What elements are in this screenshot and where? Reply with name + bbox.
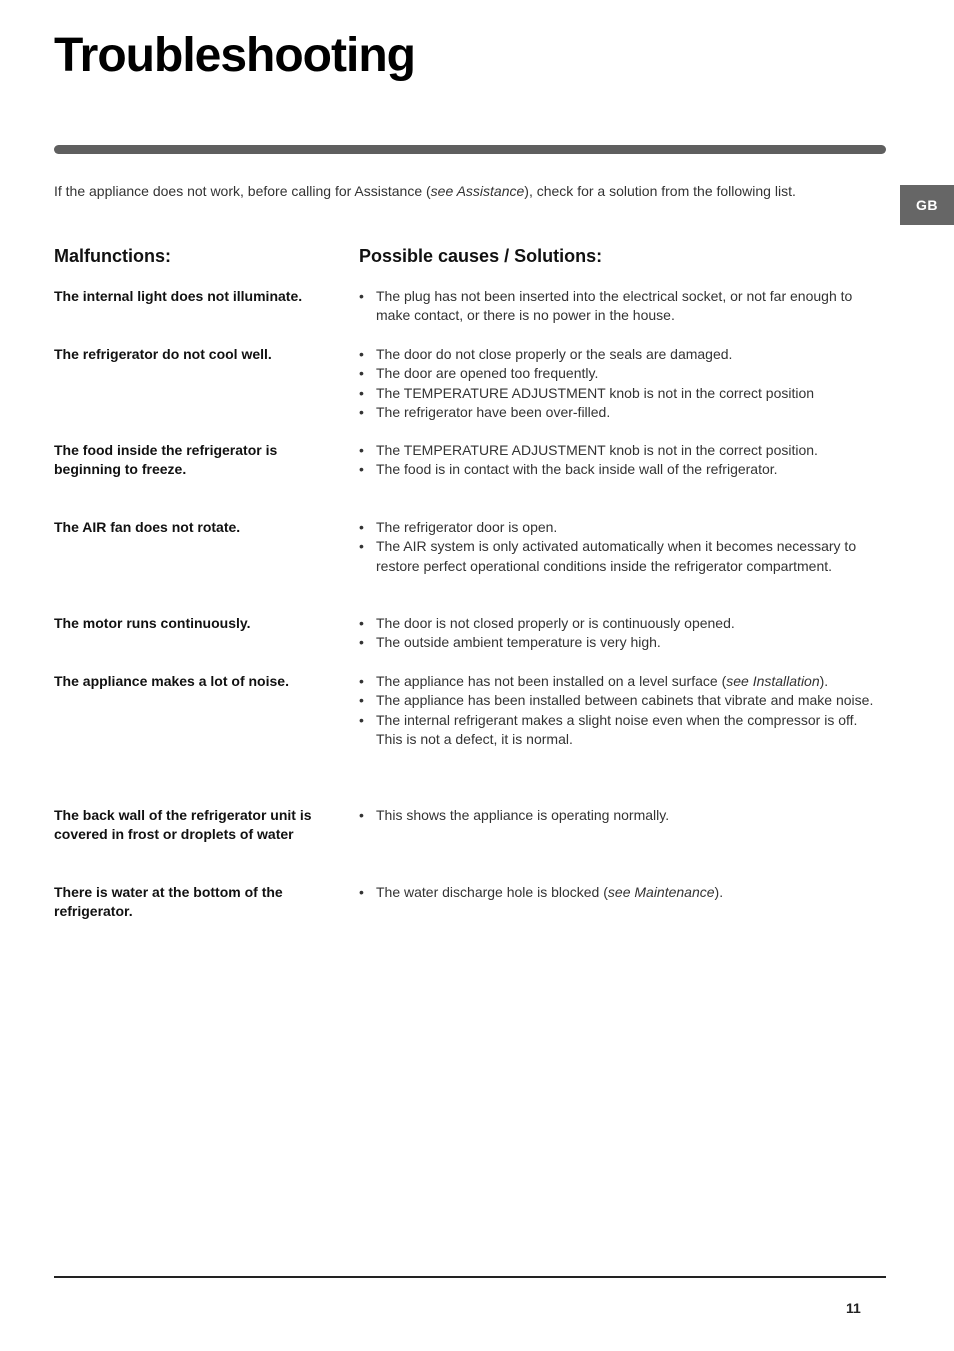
- section-reference: see Maintenance: [607, 884, 715, 900]
- solution-item: [359, 537, 887, 576]
- bullet-icon: •: [359, 615, 364, 631]
- page-number: 11: [846, 1300, 861, 1316]
- solution-text: The TEMPERATURE ADJUSTMENT knob is not in the correct position.: [376, 442, 818, 458]
- solution-item: [359, 384, 887, 403]
- causes-heading: Possible causes / Solutions:: [359, 246, 603, 266]
- intro-text: [54, 182, 884, 200]
- solution-item: [359, 403, 887, 422]
- malfunction-text: There is water at the bottom of the refrigerator.: [54, 884, 283, 920]
- bullet-icon: •: [359, 288, 364, 304]
- solution-text: The plug has not been inserted into the electrical socket, or not far enough to make contact, or there is no power in the house.: [376, 288, 853, 324]
- solution-item: [359, 691, 887, 710]
- solution-item: [359, 806, 887, 825]
- malfunction-text: The motor runs continuously.: [54, 615, 251, 631]
- solution-text: The water discharge hole is blocked (: [376, 884, 608, 900]
- bullet-icon: •: [359, 442, 364, 458]
- solution-text: The appliance has not been installed on a level surface (: [376, 673, 727, 689]
- solution-list: [359, 672, 887, 749]
- solution-text-after: ).: [819, 673, 829, 689]
- solution-text: The door do not close properly or the seals are damaged.: [376, 346, 733, 362]
- title-divider: [54, 145, 886, 154]
- page-title: Troubleshooting: [54, 29, 415, 82]
- bullet-icon: •: [359, 807, 364, 823]
- solution-text: The refrigerator have been over-filled.: [376, 403, 611, 420]
- solution-list: [359, 441, 887, 480]
- solution-list: [359, 287, 887, 326]
- solution-item: [359, 518, 887, 537]
- bullet-icon: •: [359, 384, 364, 401]
- malfunction-text: The food inside the refrigerator is beginning to freeze.: [54, 442, 278, 478]
- bullet-icon: •: [359, 365, 364, 382]
- bullet-icon: •: [359, 403, 364, 420]
- malfunction-text: The AIR fan does not rotate.: [54, 519, 241, 535]
- malfunction-text: The refrigerator do not cool well.: [54, 346, 272, 362]
- bullet-icon: •: [359, 673, 364, 689]
- solution-item: [359, 287, 887, 326]
- solution-item: [359, 711, 887, 750]
- solution-text: The refrigerator door is open.: [376, 519, 558, 535]
- malfunction-text: The back wall of the refrigerator unit is covered in frost or droplets of water: [54, 807, 312, 843]
- intro-text-before: If the appliance does not work, before calling for Assistance (: [54, 183, 431, 199]
- solution-text: This shows the appliance is operating normally.: [376, 807, 670, 823]
- solution-text: The appliance has been installed between cabinets that vibrate and make noise.: [376, 692, 874, 709]
- solution-text: The food is in contact with the back inside wall of the refrigerator.: [376, 461, 778, 478]
- bullet-icon: •: [359, 884, 364, 900]
- solution-list: [359, 518, 887, 576]
- bullet-icon: •: [359, 461, 364, 478]
- malfunction-text: The internal light does not illuminate.: [54, 288, 303, 304]
- solution-item: [359, 633, 887, 652]
- solution-item: [359, 364, 887, 383]
- solution-text: The door are opened too frequently.: [376, 365, 599, 382]
- bullet-icon: •: [359, 692, 364, 709]
- solution-text-after: ).: [714, 884, 724, 900]
- malfunctions-heading: Malfunctions:: [54, 246, 171, 266]
- solution-list: [359, 345, 887, 422]
- solution-item: [359, 672, 887, 691]
- solution-text: The door is not closed properly or is continuously opened.: [376, 615, 735, 631]
- solution-list: [359, 806, 887, 825]
- footer-divider: [54, 1276, 886, 1278]
- intro-text-after: ), check for a solution from the following list.: [524, 183, 796, 199]
- solution-text: The TEMPERATURE ADJUSTMENT knob is not in the correct position: [376, 384, 815, 401]
- solution-item: [359, 614, 887, 633]
- bullet-icon: •: [359, 634, 364, 651]
- solution-list: [359, 883, 887, 902]
- bullet-icon: •: [359, 346, 364, 362]
- section-reference: see Installation: [726, 673, 820, 689]
- solution-text: The AIR system is only activated automatically when it becomes necessary to restore perfect operational conditions inside the refrigerator compartment.: [376, 538, 857, 574]
- solution-item: [359, 883, 887, 902]
- solution-text: The outside ambient temperature is very high.: [376, 634, 661, 651]
- solution-list: [359, 614, 887, 653]
- solution-item: [359, 460, 887, 479]
- solution-item: [359, 441, 887, 460]
- assistance-reference: see Assistance: [430, 183, 525, 199]
- malfunction-text: The appliance makes a lot of noise.: [54, 673, 289, 689]
- bullet-icon: •: [359, 711, 364, 728]
- bullet-icon: •: [359, 538, 364, 555]
- solution-text: The internal refrigerant makes a slight noise even when the compressor is off. This is not a defect, it is normal.: [376, 711, 858, 747]
- solution-item: [359, 345, 887, 364]
- language-tab: GB: [900, 185, 954, 225]
- bullet-icon: •: [359, 519, 364, 535]
